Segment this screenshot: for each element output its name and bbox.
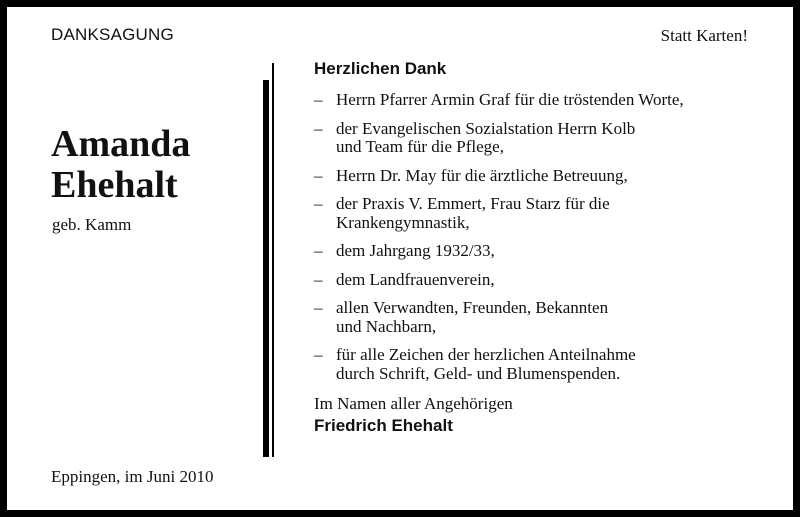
thanks-item-line: durch Schrift, Geld- und Blumenspenden. bbox=[336, 363, 621, 383]
place-date: Eppingen, im Juni 2010 bbox=[51, 467, 214, 486]
signer-name: Friedrich Ehehalt bbox=[314, 416, 453, 435]
thanks-item-line: Krankengymnastik, bbox=[336, 212, 470, 232]
thanks-item-line: für alle Zeichen der herzlichen Anteilnahme bbox=[336, 345, 636, 364]
thanks-item-dash: – bbox=[314, 118, 323, 138]
thanks-item bbox=[314, 271, 774, 290]
thanks-item-line: Herrn Dr. May für die ärztliche Betreuung, bbox=[336, 165, 628, 185]
divider-thin bbox=[272, 63, 274, 457]
thanks-item-dash: – bbox=[314, 194, 323, 213]
thanks-item-line: und Nachbarn, bbox=[336, 316, 437, 336]
thanks-item bbox=[314, 242, 774, 261]
deceased-first-name: Amanda bbox=[51, 123, 191, 165]
thanks-item-line: der Evangelischen Sozialstation Herrn Kolb bbox=[336, 118, 636, 138]
thanks-item-line: und Team für die Pflege, bbox=[336, 137, 504, 156]
thanks-list bbox=[314, 91, 774, 383]
statt-karten-label: Statt Karten! bbox=[660, 26, 748, 45]
thanks-item-line: der Praxis V. Emmert, Frau Starz für die bbox=[336, 194, 610, 213]
signoff-text: Im Namen aller Angehörigen bbox=[314, 394, 513, 413]
maiden-name: geb. Kamm bbox=[52, 215, 132, 234]
deceased-last-name: Ehehalt bbox=[51, 164, 178, 206]
thanks-item-dash: – bbox=[314, 165, 323, 185]
thanks-item bbox=[314, 91, 774, 110]
thanks-item bbox=[314, 167, 774, 186]
thanks-item-line: dem Jahrgang 1932/33, bbox=[336, 241, 495, 260]
thanks-item bbox=[314, 195, 774, 232]
notice-type-label: DANKSAGUNG bbox=[51, 25, 174, 44]
thanks-item bbox=[314, 346, 774, 383]
thanks-item-dash: – bbox=[314, 298, 323, 317]
thanks-title: Herzlichen Dank bbox=[314, 59, 447, 78]
thanks-item bbox=[314, 120, 774, 157]
divider-thick bbox=[263, 80, 269, 457]
thanks-item-dash: – bbox=[314, 90, 323, 109]
thanks-item-line: allen Verwandten, Freunden, Bekannten bbox=[336, 298, 609, 317]
thanks-item-dash: – bbox=[314, 269, 323, 289]
thanks-item-dash: – bbox=[314, 345, 323, 364]
thanks-item-line: dem Landfrauenverein, bbox=[336, 269, 495, 289]
deceased-name bbox=[51, 124, 190, 206]
thanks-item bbox=[314, 299, 774, 336]
thanks-item-line: Herrn Pfarrer Armin Graf für die tröstenden Worte, bbox=[336, 90, 684, 109]
thanks-section bbox=[314, 58, 774, 437]
thanks-item-dash: – bbox=[314, 241, 323, 260]
